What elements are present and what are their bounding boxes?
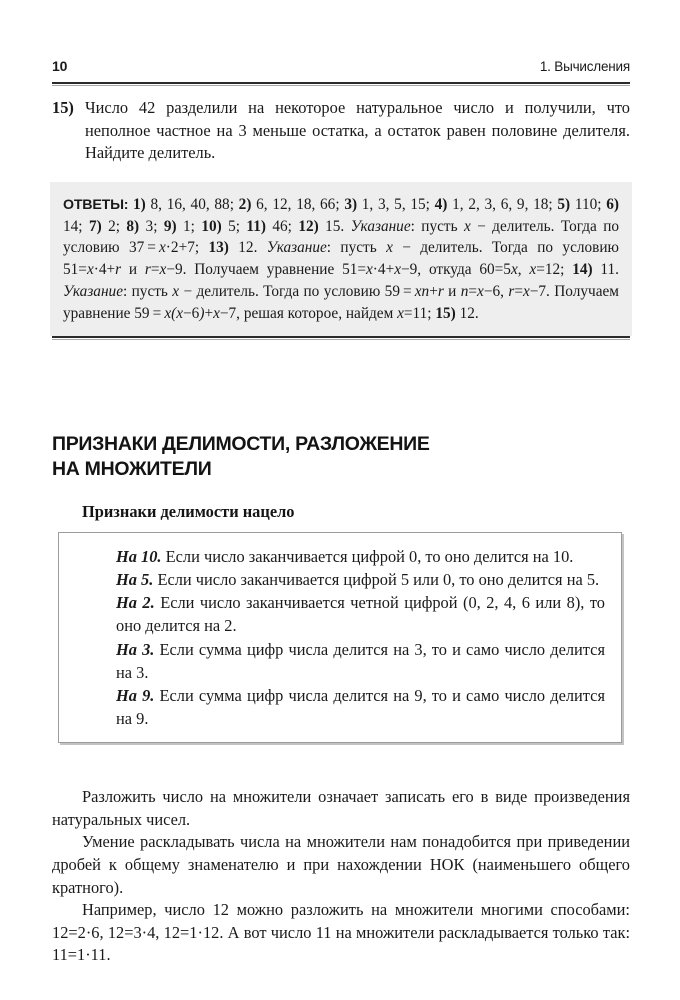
rule-label: На 9.: [116, 685, 155, 705]
rule-item: [116, 638, 605, 684]
section-heading-line-1: ПРИЗНАКИ ДЕЛИМОСТИ, РАЗЛОЖЕНИЕ: [52, 433, 430, 455]
exercise-text: Число 42 разделили на некоторое натуральное число и получили, что неполное частное на 3 меньше остатка, а остаток равен половине делителя. Найдите делитель.: [85, 98, 630, 163]
rule-item: [116, 545, 605, 568]
exercise-item: [52, 97, 630, 165]
answers-text: ОТВЕТЫ: 1) 8, 16, 40, 88; 2) 6, 12, 18, 66; 3) 1, 3, 5, 15; 4) 1, 2, 3, 6, 9, 18; 5) 110; 6) 14; 7) 2; 8) 3; 9) 1; 10) 5; 11) 46; 12) 15. Указание: пусть x − делитель. Тогда по условию 37 = x·2+7; 13) 12. Указание: пусть x − делитель. Тогда по условию 51=x·4+r и r=x−9. Получаем уравнение 51=x·4+x−9, откуда 60=5x, x=12; 14) 11. Указание: пусть x − делитель. Тогда по условию 59 = xn+r и n=x−6, r=x−7. Получаем уравнение 59 = x(x−6)+x−7, решая которое, найдем x=11; 15) 12.: [63, 196, 620, 322]
paragraph: Разложить число на множители означает записать его в виде произведения натуральных чисел.: [52, 787, 630, 829]
running-head: [52, 58, 630, 80]
rule-item: [116, 568, 605, 591]
answers-label: ОТВЕТЫ:: [63, 197, 129, 213]
answers-panel: [50, 182, 632, 336]
paragraph: Например, число 12 можно разложить на множители многими способами: 12=2·6, 12=3·4, 12=1·12. А вот число 11 на множители раскладывается только так: 11=1·11.: [52, 900, 630, 965]
rule-text: Если число заканчивается цифрой 5 или 0, то оно делится на 5.: [157, 570, 600, 590]
divisibility-rules-box: [58, 532, 622, 743]
rule-label: На 3.: [116, 639, 155, 659]
rule-text: Если сумма цифр числа делится на 3, то и само число делится на 3.: [116, 639, 605, 682]
section-heading-line-2: НА МНОЖИТЕЛИ: [52, 457, 212, 480]
section-heading: [52, 432, 630, 482]
page-number: 10: [52, 58, 68, 74]
rule-label: На 10.: [116, 547, 162, 566]
running-title: 1. Вычисления: [539, 59, 630, 74]
rule-text: Если число заканчивается четной цифрой (0, 2, 4, 6 или 8), то оно делится на 2.: [116, 593, 605, 636]
rule-item: [116, 591, 605, 637]
paragraph: Умение раскладывать числа на множители нам понадобится при приведении дробей к общему знаменателю и при нахождении НОК (наименьшего общего кратного).: [52, 832, 630, 897]
closing-paragraphs: [52, 786, 630, 967]
exercise-number: 15): [52, 98, 74, 117]
rule-label: На 2.: [116, 593, 155, 613]
answers-divider: [52, 336, 630, 340]
rule-label: На 5.: [116, 570, 154, 590]
subsection-heading: Признаки делимости нацело: [82, 502, 295, 521]
rule-text: Если сумма цифр числа делится на 9, то и само число делится на 9.: [116, 685, 605, 728]
header-divider: [52, 82, 630, 86]
rule-text: Если число заканчивается цифрой 0, то оно делится на 10.: [165, 547, 574, 566]
rule-item: [116, 684, 605, 730]
